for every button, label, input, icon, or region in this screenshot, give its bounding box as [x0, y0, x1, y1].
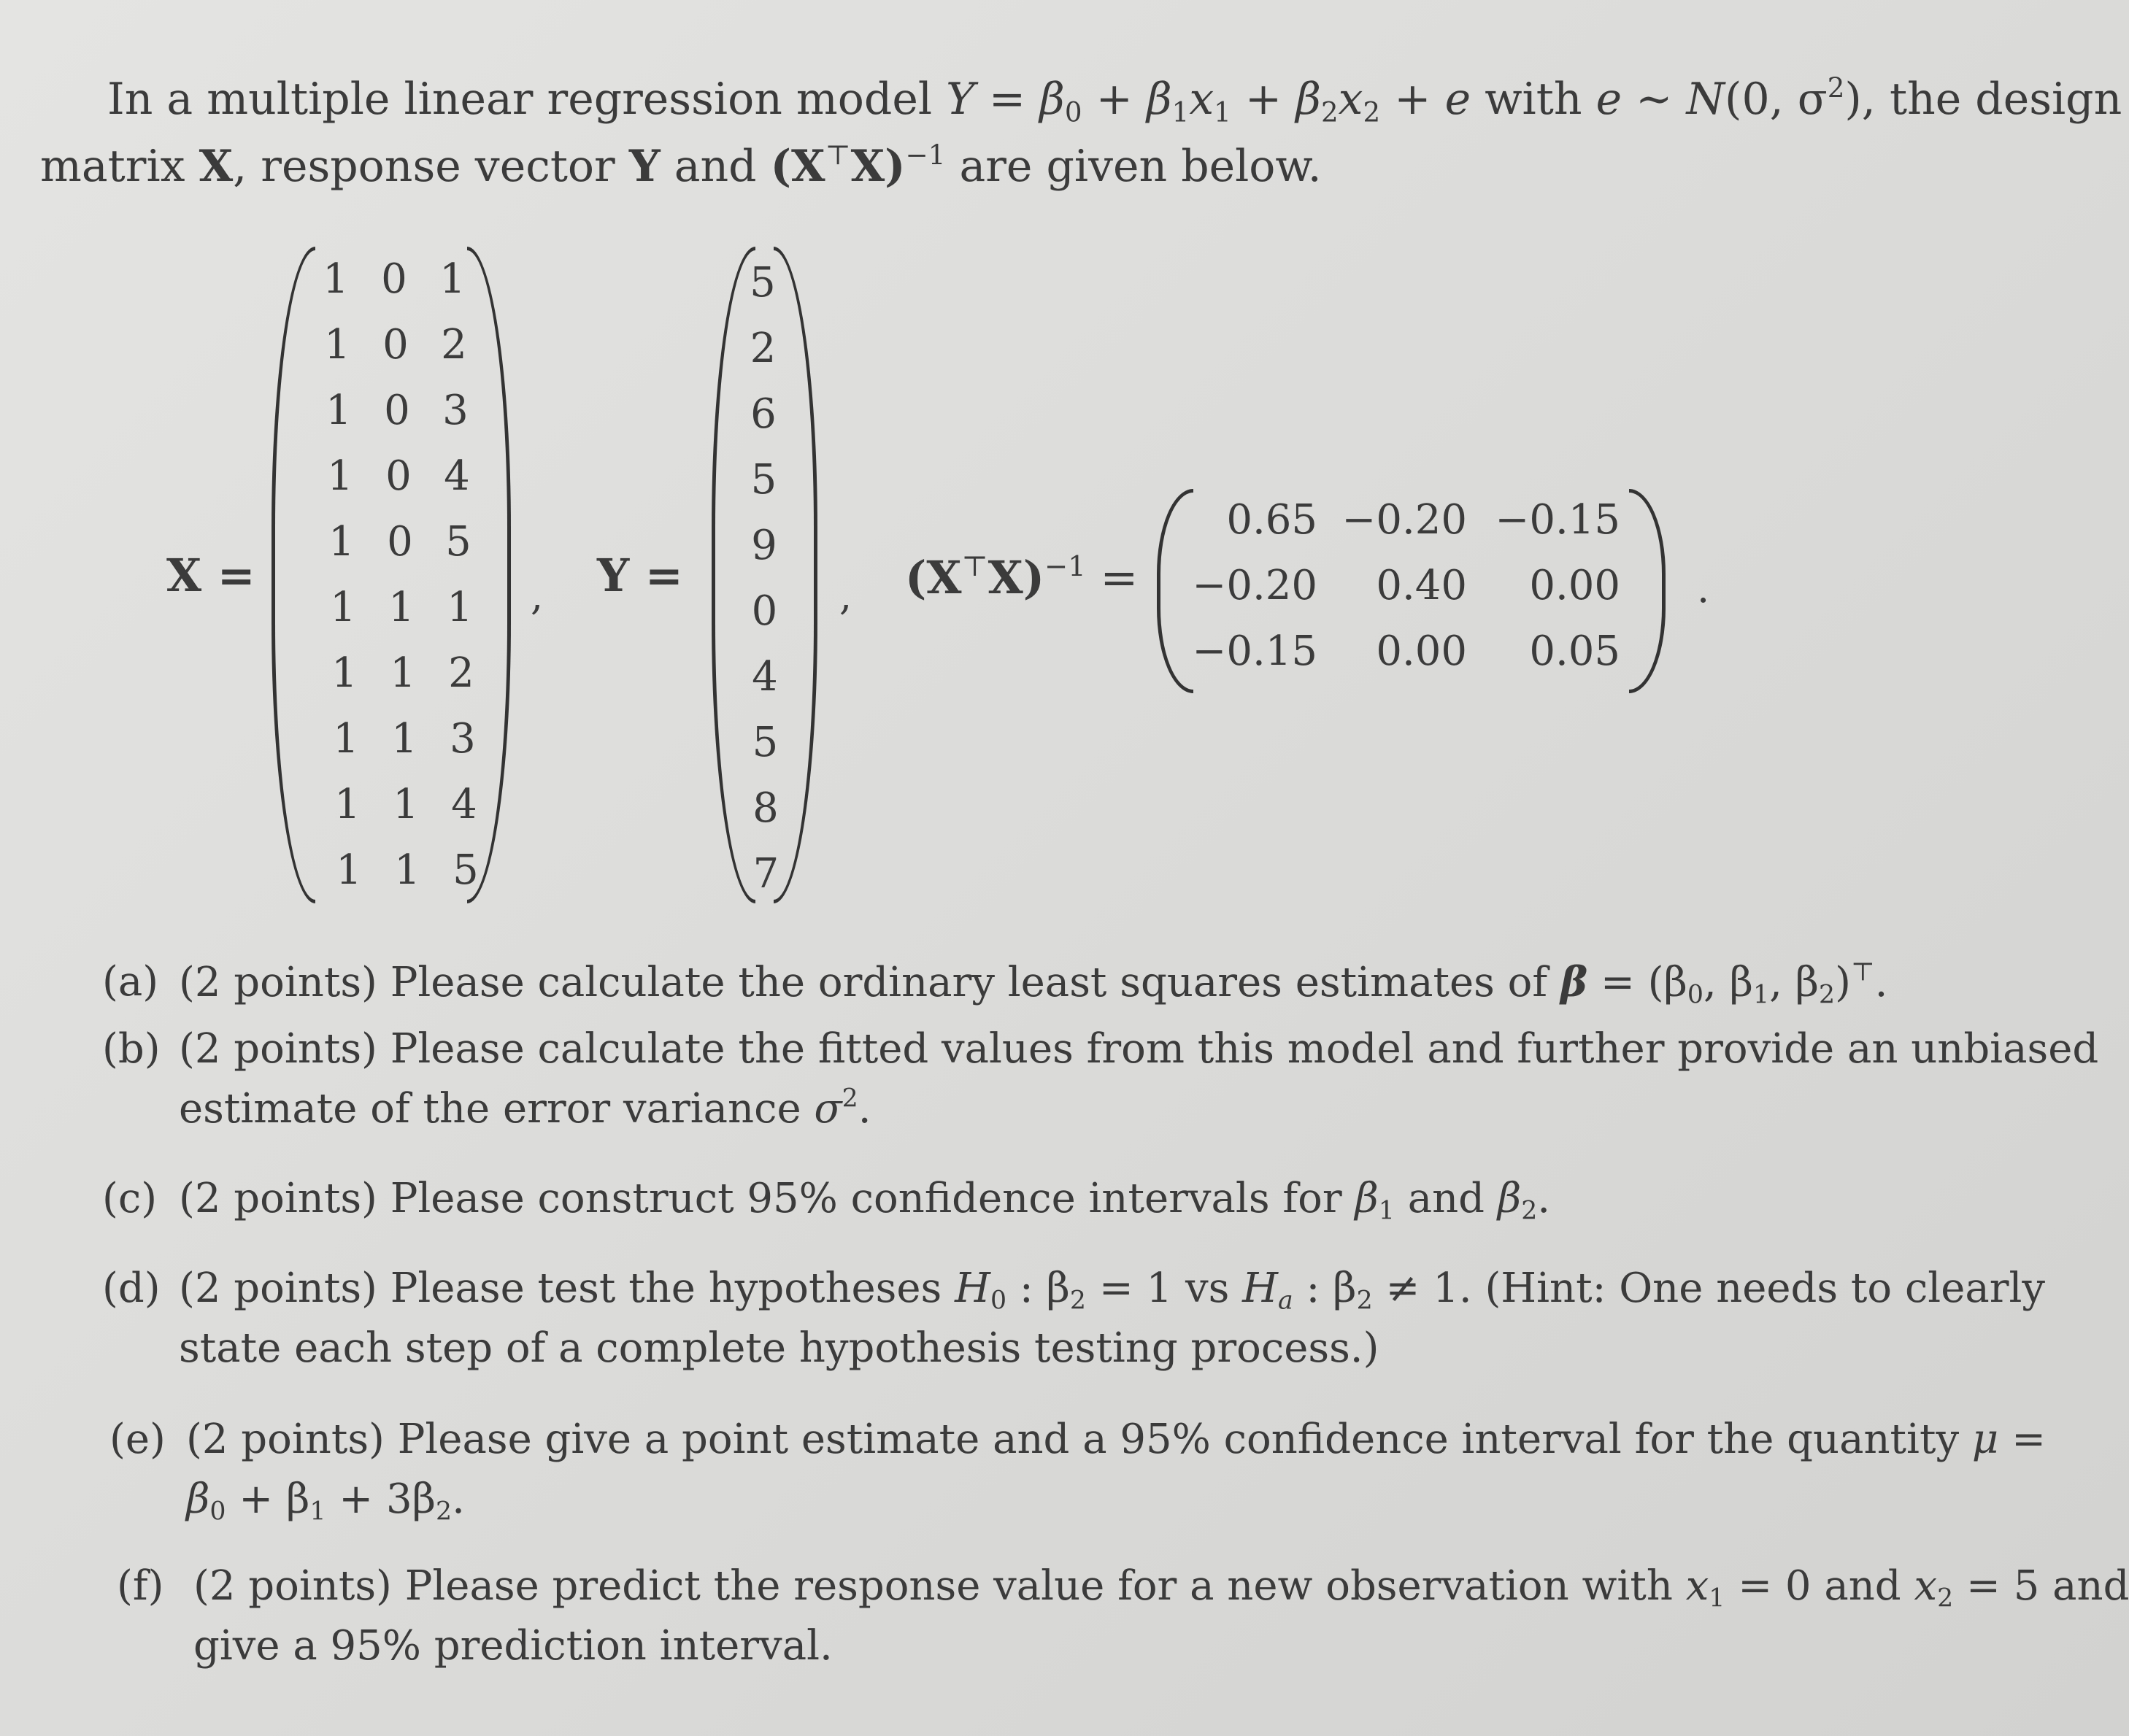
math-beta0: β [186, 1475, 210, 1523]
math-text: = (β [1600, 959, 1687, 1006]
math-text: : β [1019, 1265, 1070, 1312]
question-tag: (a) [102, 958, 159, 1006]
math-sub: 1 [1752, 980, 1770, 1010]
math-mu: μ [1971, 1416, 1999, 1463]
intro-line-2 [40, 133, 2040, 200]
x-matrix-cell: 3 [442, 387, 469, 434]
math-beta1: β [1355, 1175, 1379, 1222]
question-text: (2 points) Please test the hypotheses [179, 1265, 942, 1312]
question-text: (2 points) Please calculate the fitted values from this model and further provide an unbiased [179, 1025, 2099, 1073]
math-x1: x [1189, 74, 1214, 125]
math-sub: 1 [1171, 96, 1190, 128]
x-matrix-cell: 1 [390, 649, 416, 697]
intro-text: In a multiple linear regression model [107, 74, 933, 125]
intro-text: the design [1889, 74, 2122, 125]
math-sub: 0 [990, 1286, 1007, 1316]
math-N: N [1686, 74, 1725, 125]
x-matrix-cell: 1 [324, 321, 350, 369]
math-beta2: β [1497, 1175, 1522, 1222]
xtx-inverse-cell: −0.20 [1192, 562, 1317, 609]
x-matrix-cell: 1 [328, 518, 355, 566]
x-matrix-cell: 5 [453, 846, 479, 894]
math-sub: 2 [1069, 1286, 1086, 1316]
math-sub: 2 [1521, 1196, 1538, 1226]
question-text: (2 points) Please predict the response value for a new observation with [193, 1562, 1673, 1610]
math-beta2: β [1296, 74, 1321, 125]
intro-line-1 [40, 66, 2122, 133]
y-vector-cell: 9 [751, 522, 777, 569]
xtx-inverse-cell: 0.65 [1226, 496, 1317, 544]
math-text: . [452, 1475, 465, 1523]
question-b [102, 1019, 2098, 1139]
xtx-inverse-cell: −0.15 [1495, 496, 1620, 544]
math-sub: 0 [1687, 980, 1703, 1010]
math-text: = 5 and [1966, 1562, 2129, 1610]
math-e: e [1444, 74, 1471, 125]
label-inverse: −1 [1044, 550, 1086, 584]
math-X-bold: X [199, 141, 234, 192]
math-sub: 2 [436, 1497, 453, 1527]
question-d [102, 1259, 2045, 1378]
math-text: + β [239, 1475, 310, 1523]
math-sub: 0 [1064, 96, 1082, 128]
x-matrix-cell: 1 [331, 649, 358, 697]
y-vector-label: Y = [597, 549, 683, 602]
intro-text: matrix [40, 141, 185, 192]
xtx-inverse-cell: 0.00 [1529, 562, 1620, 609]
x-matrix-cell: 1 [447, 584, 473, 631]
y-vector-cell: 4 [752, 653, 778, 701]
question-f [117, 1556, 2129, 1676]
math-plus: + [1244, 74, 1282, 125]
x-matrix-cell: 4 [444, 452, 470, 500]
xtx-inverse-cell: −0.15 [1192, 628, 1317, 675]
y-vector-cell: 7 [752, 850, 779, 898]
xtx-inverse-label [905, 551, 1138, 604]
question-text: (Hint: One needs to clearly [1485, 1265, 2046, 1312]
math-sub: 1 [309, 1497, 326, 1527]
x-matrix-cell: 3 [450, 715, 476, 763]
xtx-inverse-cell: 0.05 [1529, 628, 1620, 675]
math-sub: 0 [209, 1497, 226, 1527]
x-matrix-cell: 1 [330, 584, 356, 631]
y-vector-cell: 8 [752, 784, 779, 832]
math-sup: 2 [842, 1084, 858, 1114]
question-c [102, 1169, 1550, 1229]
math-sup: 2 [1827, 71, 1845, 104]
math-text: . [858, 1085, 871, 1133]
math-text: + 3β [339, 1475, 436, 1523]
x-matrix-cell: 1 [326, 387, 352, 434]
question-tag: (e) [109, 1416, 166, 1463]
question-e [109, 1410, 2046, 1529]
period: . [1697, 566, 1710, 612]
math-sub: 2 [1363, 96, 1381, 128]
x-matrix-cell: 0 [381, 255, 407, 303]
x-matrix-cell: 1 [388, 584, 415, 631]
math-text: = 1 vs [1098, 1265, 1230, 1312]
x-matrix-cell: 1 [333, 715, 359, 763]
math-text: , β [1769, 959, 1820, 1006]
x-matrix-label: X = [166, 549, 255, 602]
x-matrix-cell: 0 [387, 518, 413, 566]
math-e: e [1595, 74, 1622, 125]
comma: , [531, 573, 544, 619]
question-text: (2 points) Please give a point estimate and a 95% confidence interval for the quantity [186, 1416, 1960, 1463]
math-x2: x [1914, 1562, 1938, 1610]
x-matrix-cell: 1 [336, 846, 362, 894]
x-matrix-cell: 1 [323, 255, 349, 303]
x-matrix-cell: 2 [441, 321, 467, 369]
label-eq: = [1100, 551, 1139, 604]
question-text: state each step of a complete hypothesis testing process.) [179, 1324, 1379, 1372]
math-sub: 1 [1709, 1583, 1725, 1613]
question-tag: (d) [102, 1265, 161, 1312]
math-x1: x [1685, 1562, 1709, 1610]
y-vector-cell: 5 [752, 719, 779, 766]
math-N-args: (0, σ [1725, 74, 1828, 125]
xtx-inverse-right-paren [1629, 489, 1666, 693]
question-text: (2 points) Please calculate the ordinary least squares estimates of [179, 959, 1548, 1006]
intro-text: , response vector [233, 141, 615, 192]
y-vector-cell: 5 [750, 456, 777, 504]
math-sub: 2 [1356, 1286, 1373, 1316]
math-sub: 1 [1378, 1196, 1395, 1226]
math-Y: Y [946, 74, 975, 125]
math-Y-bold: Y [628, 141, 661, 192]
math-text: ≠ 1. [1385, 1265, 1472, 1312]
question-text: and [1407, 1175, 1485, 1222]
math-N-close: ), [1844, 74, 1876, 125]
x-matrix-cell: 1 [439, 255, 466, 303]
x-matrix-cell: 5 [445, 518, 471, 566]
x-matrix-cell: 2 [448, 649, 474, 697]
intro-paragraph [40, 66, 2122, 200]
math-sub: 2 [1320, 96, 1339, 128]
math-dist: ∼ [1636, 74, 1673, 125]
question-tag: (b) [102, 1025, 161, 1073]
math-beta-bold: β [1560, 958, 1588, 1006]
label-part: (X [905, 551, 962, 604]
question-text: (2 points) Please construct 95% confidence intervals for [179, 1175, 1342, 1222]
x-matrix-cell: 0 [384, 387, 410, 434]
x-matrix-cell: 1 [334, 781, 361, 828]
x-matrix-cell: 1 [327, 452, 353, 500]
comma: , [839, 573, 852, 619]
math-text: . [1874, 959, 1888, 1006]
math-sigma: σ [814, 1085, 842, 1133]
x-matrix-cell: 1 [394, 846, 420, 894]
math-x2: x [1338, 74, 1363, 125]
y-vector-cell: 2 [750, 325, 777, 372]
math-sub: 2 [1937, 1583, 1954, 1613]
math-text: : β [1306, 1265, 1357, 1312]
math-text: ) [1835, 959, 1851, 1006]
y-vector-cell: 0 [751, 587, 778, 635]
xtx-inverse-cell: 0.00 [1376, 628, 1467, 675]
math-sub: a [1278, 1286, 1293, 1316]
math-eq: = [988, 74, 1026, 125]
x-matrix-cell: 1 [391, 715, 417, 763]
question-text: estimate of the error variance [179, 1085, 801, 1133]
math-XtX: X) [850, 141, 906, 192]
math-text: = [2011, 1416, 2047, 1463]
y-vector-cell: 5 [750, 259, 776, 306]
math-plus: + [1394, 74, 1431, 125]
math-XtX: (X [770, 141, 825, 192]
x-matrix-cell: 0 [382, 321, 409, 369]
question-a [102, 952, 1887, 1013]
math-plus: + [1096, 74, 1133, 125]
intro-text: and [674, 141, 757, 192]
x-matrix-cell: 1 [393, 781, 419, 828]
intro-text: are given below. [959, 141, 1322, 192]
x-matrix-cell: 0 [385, 452, 412, 500]
math-text: , β [1703, 959, 1753, 1006]
xtx-inverse-cell: 0.40 [1376, 562, 1467, 609]
intro-text: with [1485, 74, 1582, 125]
math-sub: 1 [1214, 96, 1231, 128]
math-beta1: β [1146, 74, 1172, 125]
xtx-inverse-cell: −0.20 [1341, 496, 1467, 544]
math-H0: H [955, 1265, 990, 1312]
math-transpose: ⊤ [1851, 957, 1875, 987]
question-tag: (c) [102, 1175, 158, 1222]
math-Ha: H [1242, 1265, 1278, 1312]
label-part: X) [987, 551, 1045, 604]
math-text: . [1537, 1175, 1551, 1222]
math-sub: 2 [1819, 980, 1836, 1010]
question-text: give a 95% prediction interval. [193, 1622, 833, 1670]
x-matrix-cell: 4 [451, 781, 477, 828]
math-transpose: ⊤ [825, 138, 851, 171]
label-transpose: ⊤ [961, 550, 988, 584]
math-beta0: β [1039, 74, 1065, 125]
math-inverse: −1 [905, 138, 946, 171]
y-vector-cell: 6 [750, 390, 777, 438]
math-text: = 0 and [1738, 1562, 1901, 1610]
question-tag: (f) [117, 1562, 164, 1610]
